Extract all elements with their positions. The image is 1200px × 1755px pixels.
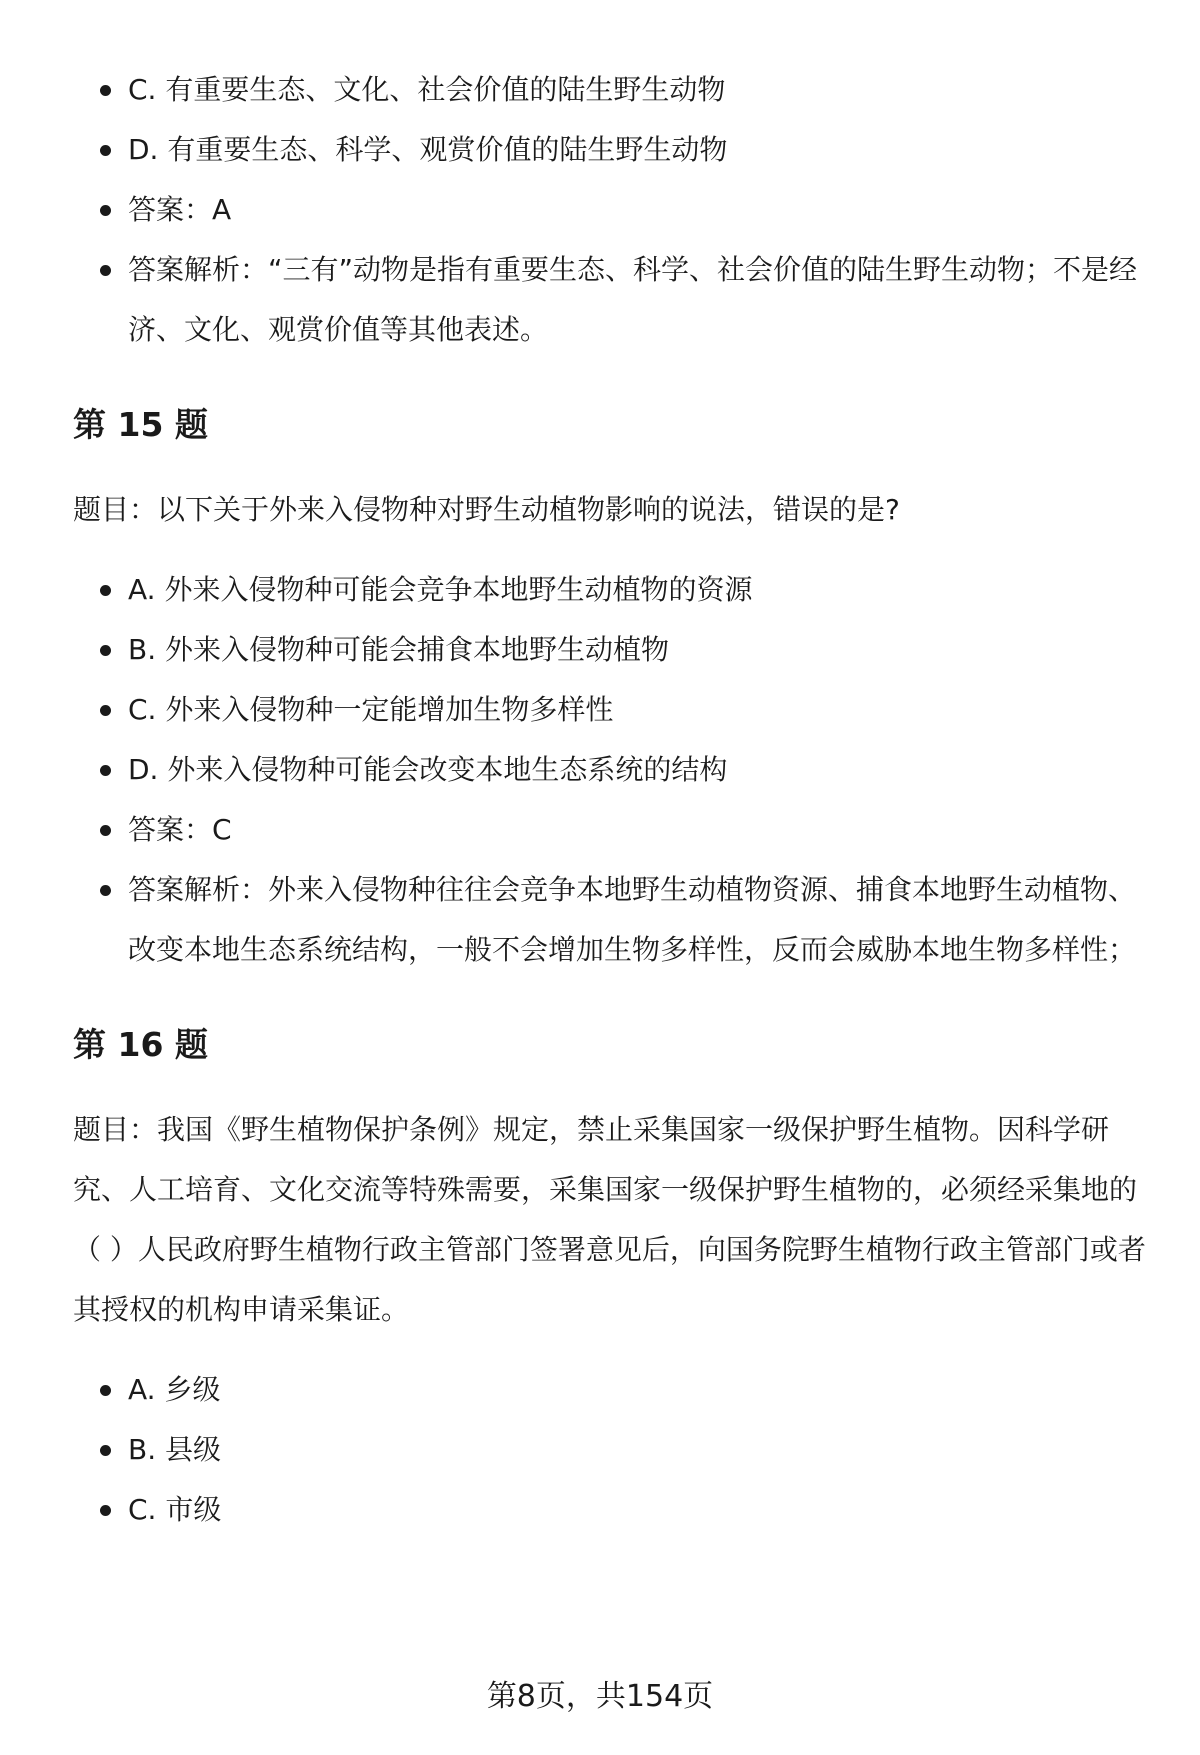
document-page [73, 60, 1153, 1540]
option-b: B. 外来入侵物种可能会捕食本地野生动植物 [73, 620, 1153, 680]
option-c: C. 市级 [73, 1480, 1153, 1540]
answer: 答案：A [73, 180, 1153, 240]
option-c: C. 外来入侵物种一定能增加生物多样性 [73, 680, 1153, 740]
answer: 答案：C [73, 800, 1153, 860]
answer-explanation: 答案解析：“三有”动物是指有重要生态、科学、社会价值的陆生野生动物；不是经济、文化、观赏价值等其他表述。 [73, 240, 1153, 360]
question-15-title: 第 15 题 [73, 405, 208, 444]
option-d: D. 外来入侵物种可能会改变本地生态系统的结构 [73, 740, 1153, 800]
question-15-stem: 题目：以下关于外来入侵物种对野生动植物影响的说法，错误的是? [73, 493, 900, 526]
page-number-footer: 第8页，共154页 [486, 1679, 714, 1714]
question-16-title: 第 16 题 [73, 1025, 208, 1064]
option-b: B. 县级 [73, 1420, 1153, 1480]
option-a: A. 乡级 [73, 1360, 1153, 1420]
option-a: A. 外来入侵物种可能会竞争本地野生动植物的资源 [73, 560, 1153, 620]
option-c: C. 有重要生态、文化、社会价值的陆生野生动物 [73, 60, 1153, 120]
option-d: D. 有重要生态、科学、观赏价值的陆生野生动物 [73, 120, 1153, 180]
prev-question-list [73, 60, 1153, 360]
question-15-options [73, 560, 1153, 980]
question-16-options [73, 1360, 1153, 1540]
question-16-stem: 题目：我国《野生植物保护条例》规定，禁止采集国家一级保护野生植物。因科学研究、人工培育、文化交流等特殊需要，采集国家一级保护野生植物的，必须经采集地的（ ）人民政府野生植物行政主管部门签署意见后，向国务院野生植物行政主管部门或者其授权的机构申请采集证。 [73, 1113, 1146, 1326]
answer-explanation: 答案解析：外来入侵物种往往会竞争本地野生动植物资源、捕食本地野生动植物、改变本地生态系统结构，一般不会增加生物多样性，反而会威胁本地生物多样性； [73, 860, 1153, 980]
